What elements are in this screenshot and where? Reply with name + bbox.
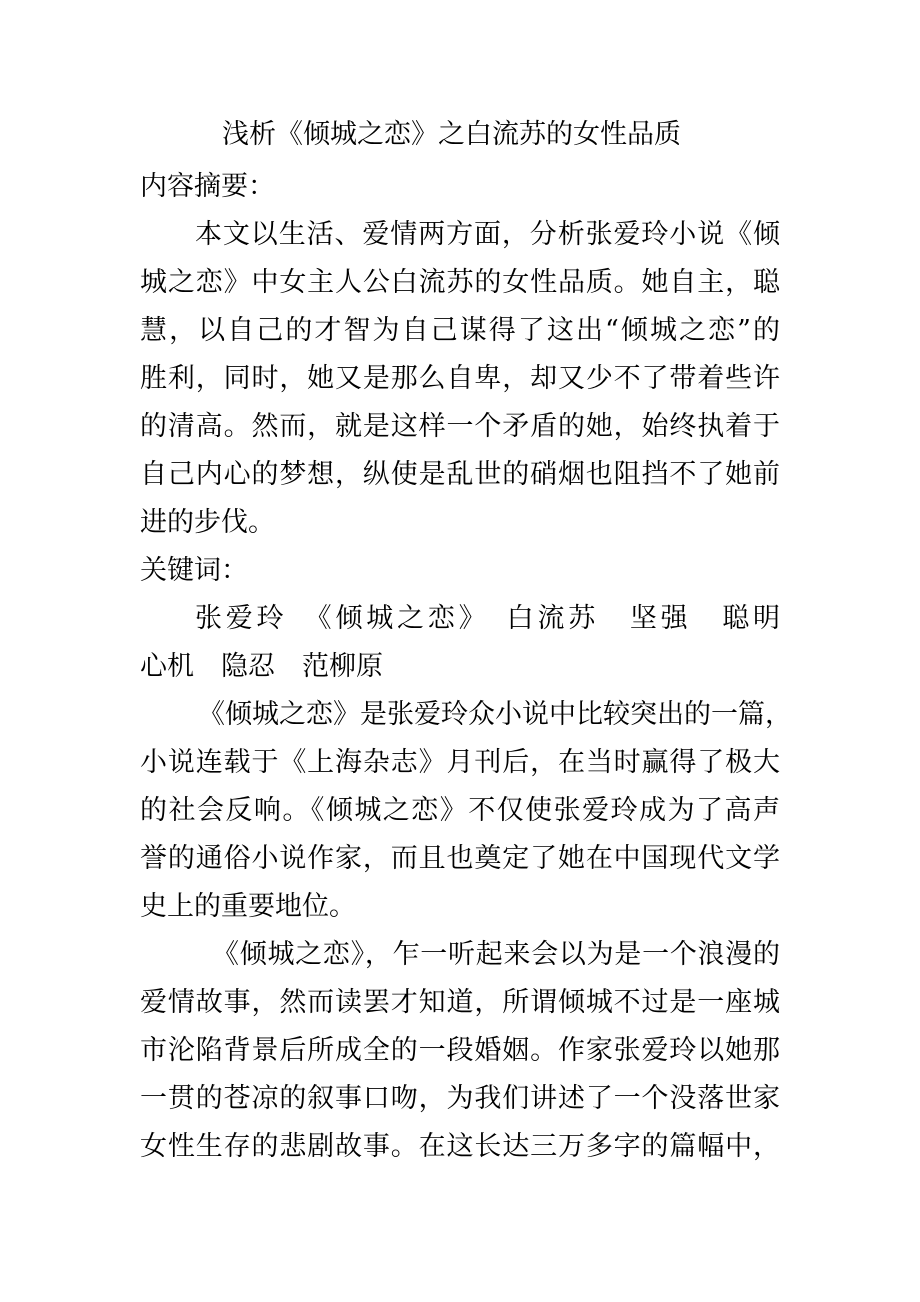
paragraph-line: 小说连载于《上海杂志》月刊后，在当时赢得了极大	[140, 747, 780, 778]
paragraph-line: 爱情故事，然而读罢才知道，所谓倾城不过是一座城	[140, 987, 780, 1018]
paragraph-line: 史上的重要地位。	[140, 891, 356, 922]
paragraph-line: 一贯的苍凉的叙事口吻，为我们讲述了一个没落世家	[140, 1083, 780, 1114]
document-title: 浅析《倾城之恋》之白流苏的女性品质	[222, 119, 681, 150]
keywords-line: 张爱玲 《倾城之恋》 白流苏 坚强 聪明	[195, 603, 780, 634]
abstract-line: 进的步伐。	[140, 507, 275, 538]
paragraph-line: 誉的通俗小说作家，而且也奠定了她在中国现代文学	[140, 843, 780, 874]
abstract-line: 本文以生活、爱情两方面，分析张爱玲小说《倾	[195, 219, 780, 250]
paragraph-line: 《倾城之恋》，乍一听起来会以为是一个浪漫的	[212, 939, 780, 970]
keywords-line: 心机 隐忍 范柳原	[140, 651, 383, 682]
abstract-line: 城之恋》中女主人公白流苏的女性品质。她自主，聪	[140, 267, 780, 298]
paragraph-line: 女性生存的悲剧故事。在这长达三万多字的篇幅中，	[140, 1131, 780, 1162]
keywords-heading: 关键词：	[140, 555, 248, 586]
paragraph-line: 的社会反响。《倾城之恋》不仅使张爱玲成为了高声	[140, 795, 780, 826]
abstract-line: 胜利，同时，她又是那么自卑，却又少不了带着些许	[140, 363, 780, 394]
paragraph-line: 《倾城之恋》是张爱玲众小说中比较突出的一篇，	[198, 699, 792, 730]
abstract-line: 自己内心的梦想，纵使是乱世的硝烟也阻挡不了她前	[140, 459, 780, 490]
abstract-line: 的清高。然而，就是这样一个矛盾的她，始终执着于	[140, 411, 780, 442]
paragraph-line: 市沦陷背景后所成全的一段婚姻。作家张爱玲以她那	[140, 1035, 780, 1066]
abstract-line: 慧，以自己的才智为自己谋得了这出“倾城之恋”的	[140, 315, 780, 346]
abstract-heading: 内容摘要：	[140, 171, 275, 202]
